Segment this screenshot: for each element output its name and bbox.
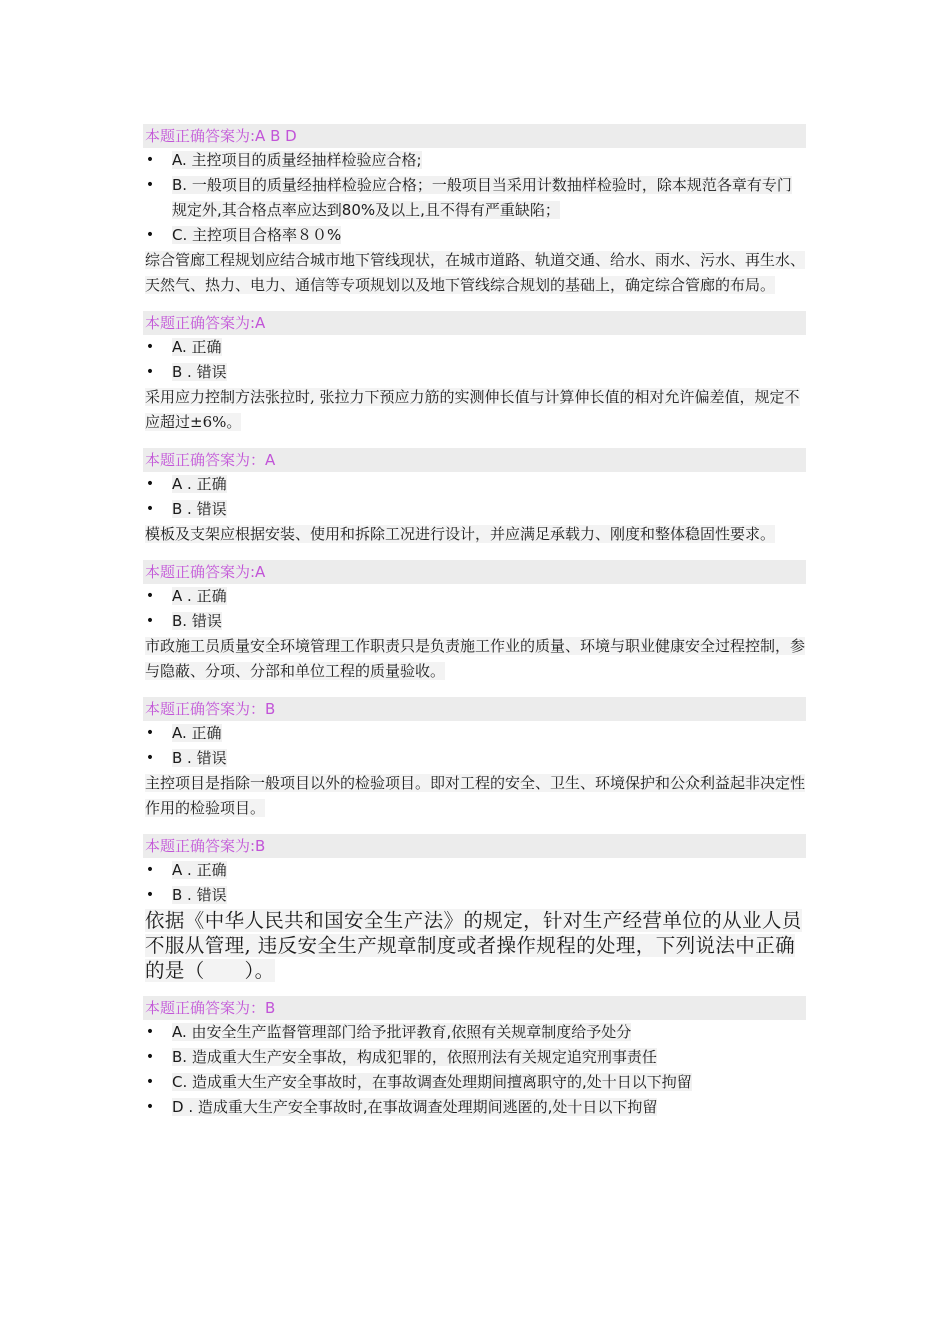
option-item: • A. 主控项目的质量经抽样检验应合格; (143, 148, 806, 173)
bullet-icon: • (145, 588, 155, 604)
bullet-icon: • (145, 476, 155, 492)
option-item: • B. 一般项目的质量经抽样检验应合格；一般项目当采用计数抽样检验时，除本规范各章有专门规定外,其合格点率应达到80%及以上,且不得有严重缺陷； (143, 173, 806, 223)
correct-answer-line: 本题正确答案为:A (143, 311, 806, 335)
option-item: • B . 错误 (143, 883, 806, 908)
question-block (143, 834, 806, 983)
option-item: • B . 错误 (143, 360, 806, 385)
bullet-icon: • (145, 1099, 155, 1115)
bullet-icon: • (145, 1024, 155, 1040)
option-item: • A. 正确 (143, 335, 806, 360)
question-block (143, 697, 806, 821)
option-item: • A. 正确 (143, 721, 806, 746)
question-text: 模板及支架应根据安装、使用和拆除工况进行设计，并应满足承载力、刚度和整体稳固性要求。 (145, 525, 776, 543)
bullet-icon: • (145, 501, 155, 517)
correct-answer-line: 本题正确答案为：B (143, 697, 806, 721)
option-item: • A . 正确 (143, 584, 806, 609)
bullet-icon: • (145, 152, 155, 168)
correct-answer-line: 本题正确答案为:A B D (143, 124, 806, 148)
option-item: • B . 错误 (143, 746, 806, 771)
question-text: 综合管廊工程规划应结合城市地下管线现状，在城市道路、轨道交通、给水、雨水、污水、再生水、天然气、热力、电力、通信等专项规划以及地下管线综合规划的基础上，确定综合管廊的布局。 (145, 251, 806, 294)
question-block (143, 124, 806, 298)
bullet-icon: • (145, 339, 155, 355)
option-list (143, 584, 806, 634)
bullet-icon: • (145, 177, 155, 193)
question-text: 采用应力控制方法张拉时, 张拉力下预应力筋的实测伸长值与计算伸长值的相对允许偏差值，规定不应超过±6%。 (145, 388, 800, 431)
bullet-icon: • (145, 750, 155, 766)
option-item: • B. 错误 (143, 609, 806, 634)
bullet-icon: • (145, 1049, 155, 1065)
question-text: 主控项目是指除一般项目以外的检验项目。即对工程的安全、卫生、环境保护和公众利益起非决定性作用的检验项目。 (145, 774, 806, 817)
correct-answer-line: 本题正确答案为:B (143, 834, 806, 858)
question-text: 市政施工员质量安全环境管理工作职责只是负责施工作业的质量、环境与职业健康安全过程控制，参与隐蔽、分项、分部和单位工程的质量验收。 (145, 637, 806, 680)
option-list (143, 472, 806, 522)
option-item: • C. 造成重大生产安全事故时，在事故调查处理期间擅离职守的,处十日以下拘留 (143, 1070, 806, 1095)
question-block (143, 311, 806, 435)
option-list (143, 148, 806, 248)
bullet-icon: • (145, 364, 155, 380)
option-list (143, 858, 806, 908)
document-page (143, 124, 806, 1120)
option-item: • A . 正确 (143, 858, 806, 883)
option-list (143, 1020, 806, 1120)
option-item: • A . 正确 (143, 472, 806, 497)
option-item: • A. 由安全生产监督管理部门给予批评教育,依照有关规章制度给予处分 (143, 1020, 806, 1045)
bullet-icon: • (145, 227, 155, 243)
option-item: • B. 造成重大生产安全事故，构成犯罪的，依照刑法有关规定追究刑事责任 (143, 1045, 806, 1070)
option-item: • B . 错误 (143, 497, 806, 522)
question-text-large: 依据《中华人民共和国安全生产法》的规定，针对生产经营单位的从业人员不服从管理, 违反安全生产规章制度或者操作规程的处理，下列说法中正确的是（ ）。 (145, 909, 802, 982)
option-list (143, 335, 806, 385)
question-block (143, 996, 806, 1120)
bullet-icon: • (145, 725, 155, 741)
bullet-icon: • (145, 613, 155, 629)
bullet-icon: • (145, 1074, 155, 1090)
correct-answer-line: 本题正确答案为：B (143, 996, 806, 1020)
correct-answer-line: 本题正确答案为：A (143, 448, 806, 472)
option-item: • D . 造成重大生产安全事故时,在事故调查处理期间逃匿的,处十日以下拘留 (143, 1095, 806, 1120)
option-list (143, 721, 806, 771)
option-item: • C. 主控项目合格率８０% (143, 223, 806, 248)
question-block (143, 448, 806, 547)
bullet-icon: • (145, 862, 155, 878)
correct-answer-line: 本题正确答案为:A (143, 560, 806, 584)
bullet-icon: • (145, 887, 155, 903)
question-block (143, 560, 806, 684)
